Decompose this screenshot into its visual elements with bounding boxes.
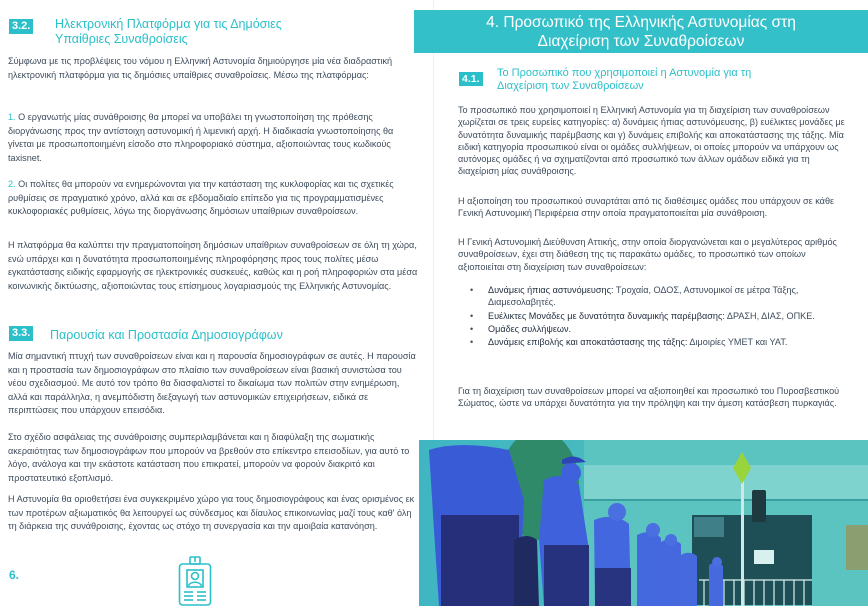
list-item-lead: Ομάδες συλλήψεων. [488,323,572,334]
intro-paragraph: Σύμφωνα με τις προβλέψεις του νόμου η Ελληνική Αστυνομία δημιούργησε μία νέα διαδραστική ηλεκτρονική πλατφόρμα για τις δημόσιες υπαίθριες συναθροίσεις. Μέσω της πλατφόρμας: [8,56,393,80]
list-item [464,323,854,335]
list-item-lead: Ευέλικτες Μονάδες με δυνατότητα δυναμικής παρέμβασης: [488,310,725,321]
item-text: Ο εργανωτής μίας συνάθροισης θα μπορεί να υποβάλει τη γνωστοποίηση της πρόθεσης διοργάνωσης προς την αντίστοιχη αστυνομική ή λιμενική αρχή. Η διαδικασία γνωστοποίησης θα γίνεται με προσωποποιημένη είσοδο στο πληροφοριακό σύστημα, αξιοποιώντας τους κωδικούς taxisnet. [8,112,394,163]
body-paragraph: Η αξιοποίηση του προσωπικού συναρτάται από τις διαθέσιμες ομάδες που υπάρχουν σε κάθε Γενική Αστυνομική Περιφέρεια στην οποία πραγματοποιείται μία συνάθροιση. [458,196,835,219]
body-paragraph: Μία σημαντική πτυχή των συναθροίσεων είναι και η παρουσία δημοσιογράφων σε αυτές. Η παρουσία και η προστασία των δημοσιογράφων στο πλαίσιο των συναθροίσεων είναι βασική συνιστώσα του νέου σχεδιασμού. Με αυτό τον τρόπο θα διασφαλιστεί το δικαίωμα των πολιτών στην ενημέρωση, αλλά και παράλληλα, η ανεμπόδιστη διεξαγωγή των αστυνομικών επιχειρήσεων, ειδικά σε περιπτώσεις που υπάρχουν επεισόδια. [8,351,416,416]
list-item [464,284,854,309]
body-paragraph: Η Αστυνομία θα οριοθετήσει ένα συγκεκριμένο χώρο για τους δημοσιογράφους και ένας ορισμένος εκ των προτέρων αξιωματικός θα λειτουργεί ως σύνδεσμος και δίαυλος επικοινωνίας μαζί τους καθ' όλη τη διάρκεια της συνάθροισης, έχοντας ως στόχο τη συνεργασία και την αμοιβαία κατανόηση. [8,494,415,532]
list-item [464,310,854,322]
section-number-badge: 4.1. [459,72,483,86]
section-number-badge: 3.2. [9,19,33,34]
chapter-title-line: 4. Προσωπικό της Ελληνικής Αστυνομίας στη [486,14,796,31]
traffic-light [752,490,766,522]
list-item-lead: Δυνάμεις επιβολής και αποκατάστασης της τάξης: [488,337,688,348]
photo-illustration [419,440,868,606]
section-title-line: Το Προσωπικό που χρησιμοποιεί η Αστυνομία για τη [497,67,752,79]
closing-paragraph: Για τη διαχείριση των συναθροίσεων μπορεί να αξιοποιηθεί και προσωπικό του Πυροσβεστικού Σώματος, ώστε να υπάρχει δυνατότητα για την πρόληψη και την άμεση κατάσβεση πυρκαγιάς. [458,386,840,409]
section-title [497,67,751,93]
body-paragraph: Στο σχέδιο ασφάλειας της συνάθροισης συμπεριλαμβάνεται και η διαφύλαξη της σωματικής ακεραιότητας των δημοσιογράφων που μπορούν να βρεθούν στο επίκεντρο επεισοδίων, για αυτό το λόγο, ανάλογα και την εκάστοτε κατάσταση που επικρατεί, μπορούν να φορούν διακριτό και προστατευτικό εξοπλισμό. [8,432,410,483]
section-title [55,17,282,47]
chapter-title-line: Διαχείριση των Συναθροίσεων [537,33,745,50]
item-number: 2. [8,179,16,189]
section-title: Παρουσία και Προστασία Δημοσιογράφων [50,328,283,342]
list-item-text: ΔΡΑΣΗ, ΔΙΑΣ, ΟΠΚΕ. [724,310,815,321]
press-id-badge-icon [178,556,212,606]
section-title-line: Ηλεκτρονική Πλατφόρμα για τις Δημόσιες [55,17,282,31]
body-paragraph: Η Γενική Αστυνομική Διεύθυνση Αττικής, στην οποία διοργανώνεται και ο μεγαλύτερος αριθμός συναθροίσεων, έχει στη διάθεση της τις παρακάτω ομάδες, το προσωπικό των οποίων αξιοποιείται στη διαχείριση των συναθροίσεων: [458,237,837,272]
bullet-icon: • [470,337,474,348]
item-text: Οι πολίτες θα μπορούν να ενημερώνονται για την κατάσταση της κυκλοφορίας και τις σχετικές ρυθμίσεις σε πραγματικό χρόνο, αλλά και σε εβδομαδιαίο επίπεδο για τις προγραμματισμένες κυκλοφοριακές ρυθμίσεις, λόγω της διοργάνωσης δημόσιων υπαίθριων συναθροίσεων. [8,179,394,217]
numbered-item [8,111,412,165]
section-number-badge: 3.3. [9,326,33,341]
team-list [464,284,854,349]
bullet-icon: • [470,285,474,295]
section-title-line: Υπαίθριες Συναθροίσεις [55,32,188,46]
list-item-text: Τροχαία, ΟΔΟΣ, Αστυνομικοί σε μέτρα Τάξης, Διαμεσολαβητές. [488,285,799,308]
bullet-icon: • [470,323,474,334]
section-title-line: Διαχείριση των Συναθροίσεων [497,80,644,92]
police-officers-photo [419,440,868,606]
bullet-icon: • [470,310,474,321]
closing-paragraph: Η πλατφόρμα θα καλύπτει την πραγματοποίηση δημόσιων υπαίθριων συναθροίσεων σε όλη τη χώρα, ενώ υπάρχει και η δυνατότητα προσωποποιημένης πληροφόρησης προς τους πολίτες μέσω εγκατάστασης ειδικής εφαρμογής σε ηλεκτρονικές συσκευές, καθώς και η ροή πληροφοριών στα μέσα κοινωνικής δικτύωσης, αξιοποιώντας τους επίσημους λογαριασμούς της Ελληνικής Αστυνομίας. [8,240,418,291]
page-number: 6. [9,568,20,582]
list-item [464,336,854,348]
list-item-lead: Δυνάμεις ήπιας αστυνόμευσης: [488,285,614,295]
body-paragraph: Το προσωπικό που χρησιμοποιεί η Ελληνική Αστυνομία για τη διαχείριση των συναθροίσεων χωρίζεται σε τρεις ευρείες κατηγορίες: α) δυνάμεις ήπιας αστυνόμευσης, β) ευέλικτες μονάδες με δυνατότητα δυναμικής παρέμβασης και γ) δυνάμεις επιβολής και αποκατάστασης της τάξης. Μία ειδική κατηγορία προσωπικού είναι οι ομάδες συλλήψεων, οι οποίες μπορούν να υπάρχουν ως αυτόνομες ομάδες ή να σχηματίζονται από προσωπικό των άλλων ομάδων ειδικά για τη διαχείριση μίας συνάθροισης. [458,105,845,177]
numbered-item [8,178,412,219]
item-number: 1. [8,112,16,122]
list-item-text: Διμοιρίες ΥΜΕΤ και ΥΑΤ. [687,337,788,348]
